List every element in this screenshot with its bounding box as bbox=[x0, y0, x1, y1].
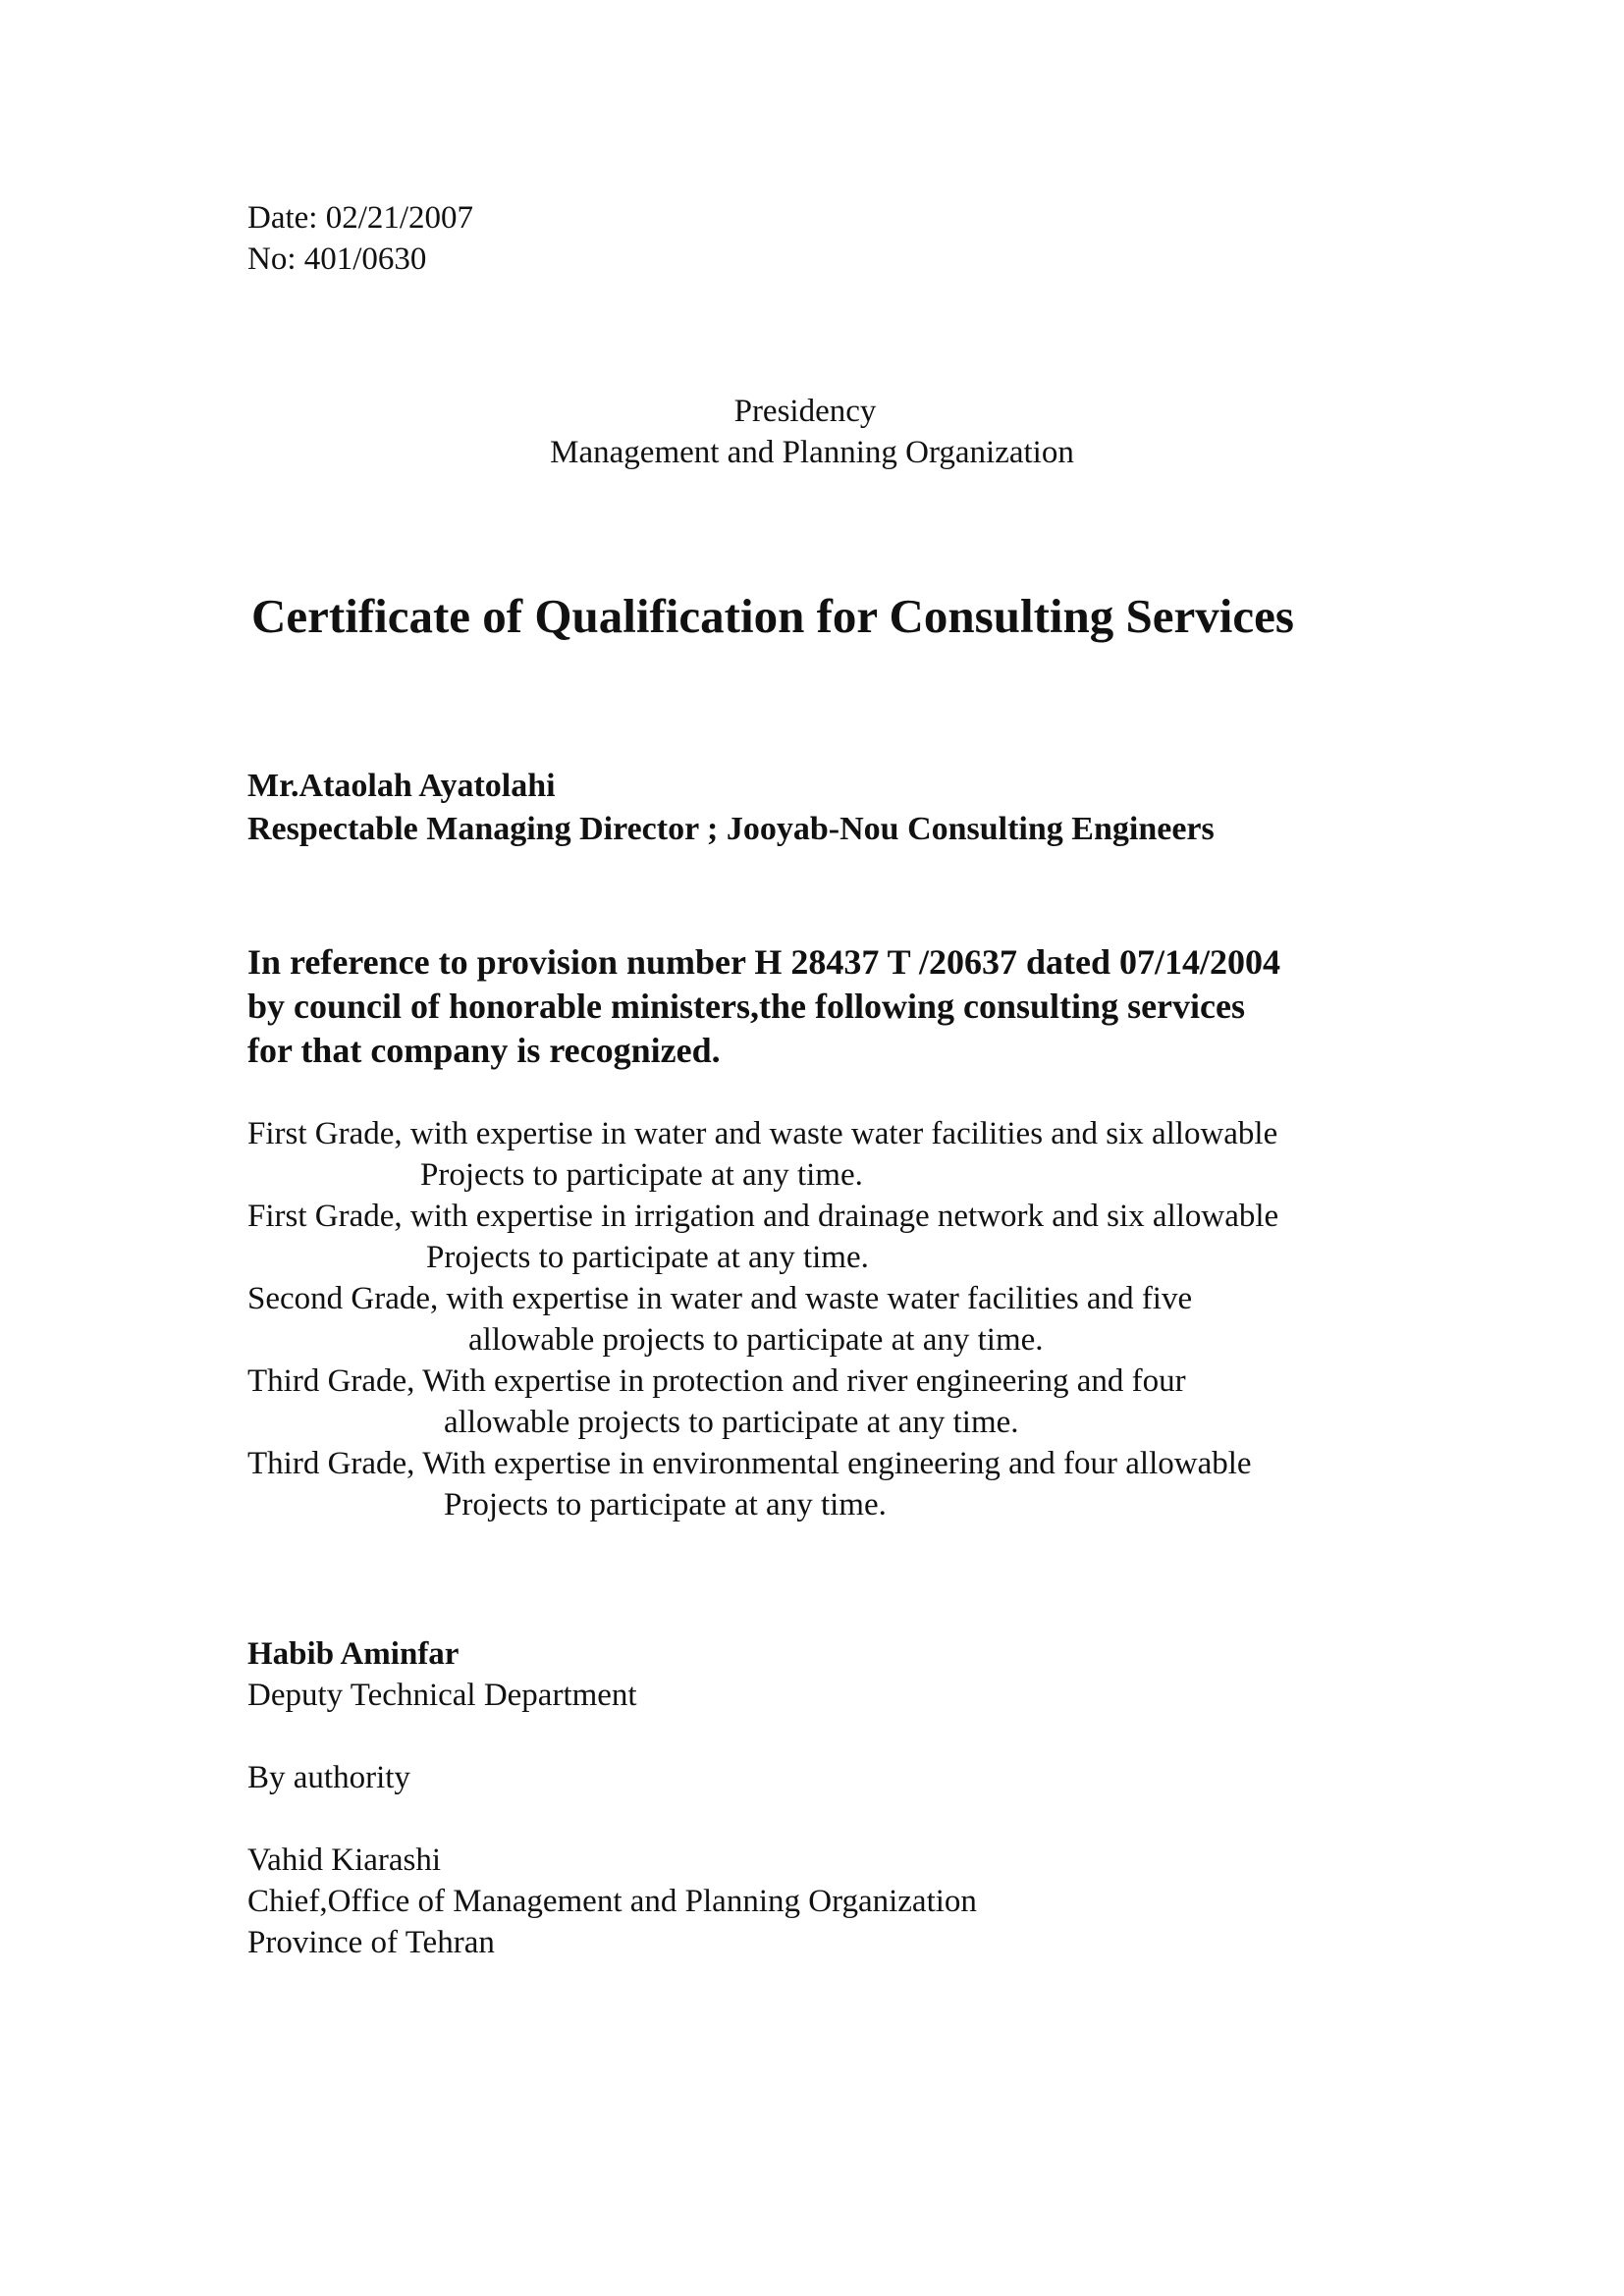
authority-note: By authority bbox=[247, 1760, 410, 1795]
grade-1-line-2: Projects to participate at any time. bbox=[420, 1157, 863, 1193]
issuing-organization bbox=[0, 391, 1624, 473]
document-number: No: 401/0630 bbox=[247, 241, 427, 277]
chief-title: Chief,Office of Management and Planning Organization bbox=[247, 1884, 977, 1919]
signatory-title: Deputy Technical Department bbox=[247, 1678, 637, 1713]
organization-line-presidency: Presidency bbox=[733, 394, 877, 429]
grade-4-line-2: allowable projects to participate at any time. bbox=[444, 1405, 1019, 1440]
grade-3-line-1: Second Grade, with expertise in water and waste water facilities and five bbox=[247, 1281, 1193, 1316]
reference-line-2: by council of honorable ministers,the following consulting services bbox=[247, 987, 1245, 1026]
grade-4-line-1: Third Grade, With expertise in protection and river engineering and four bbox=[247, 1363, 1186, 1399]
grade-5-line-2: Projects to participate at any time. bbox=[444, 1487, 887, 1522]
addressee-position: Respectable Managing Director ; Jooyab-Nou Consulting Engineers bbox=[247, 811, 1215, 847]
document-date: Date: 02/21/2007 bbox=[247, 200, 474, 236]
reference-line-1: In reference to provision number H 28437 T /20637 dated 07/14/2004 bbox=[247, 942, 1281, 982]
grade-3-line-2: allowable projects to participate at any time. bbox=[468, 1322, 1044, 1358]
organization-line-mpo: Management and Planning Organization bbox=[550, 435, 1074, 470]
grade-5-line-1: Third Grade, With expertise in environmental engineering and four allowable bbox=[247, 1446, 1252, 1481]
chief-name: Vahid Kiarashi bbox=[247, 1842, 442, 1878]
reference-line-3: for that company is recognized. bbox=[247, 1031, 721, 1070]
certificate-title: Certificate of Qualification for Consulting Services bbox=[251, 589, 1294, 643]
signatory-name: Habib Aminfar bbox=[247, 1636, 460, 1672]
grade-2-line-2: Projects to participate at any time. bbox=[426, 1240, 869, 1275]
grade-2-line-1: First Grade, with expertise in irrigation and drainage network and six allowable bbox=[247, 1199, 1279, 1234]
grade-1-line-1: First Grade, with expertise in water and waste water facilities and six allowable bbox=[247, 1116, 1278, 1151]
addressee-name: Mr.Ataolah Ayatolahi bbox=[247, 768, 556, 804]
chief-province: Province of Tehran bbox=[247, 1925, 495, 1960]
